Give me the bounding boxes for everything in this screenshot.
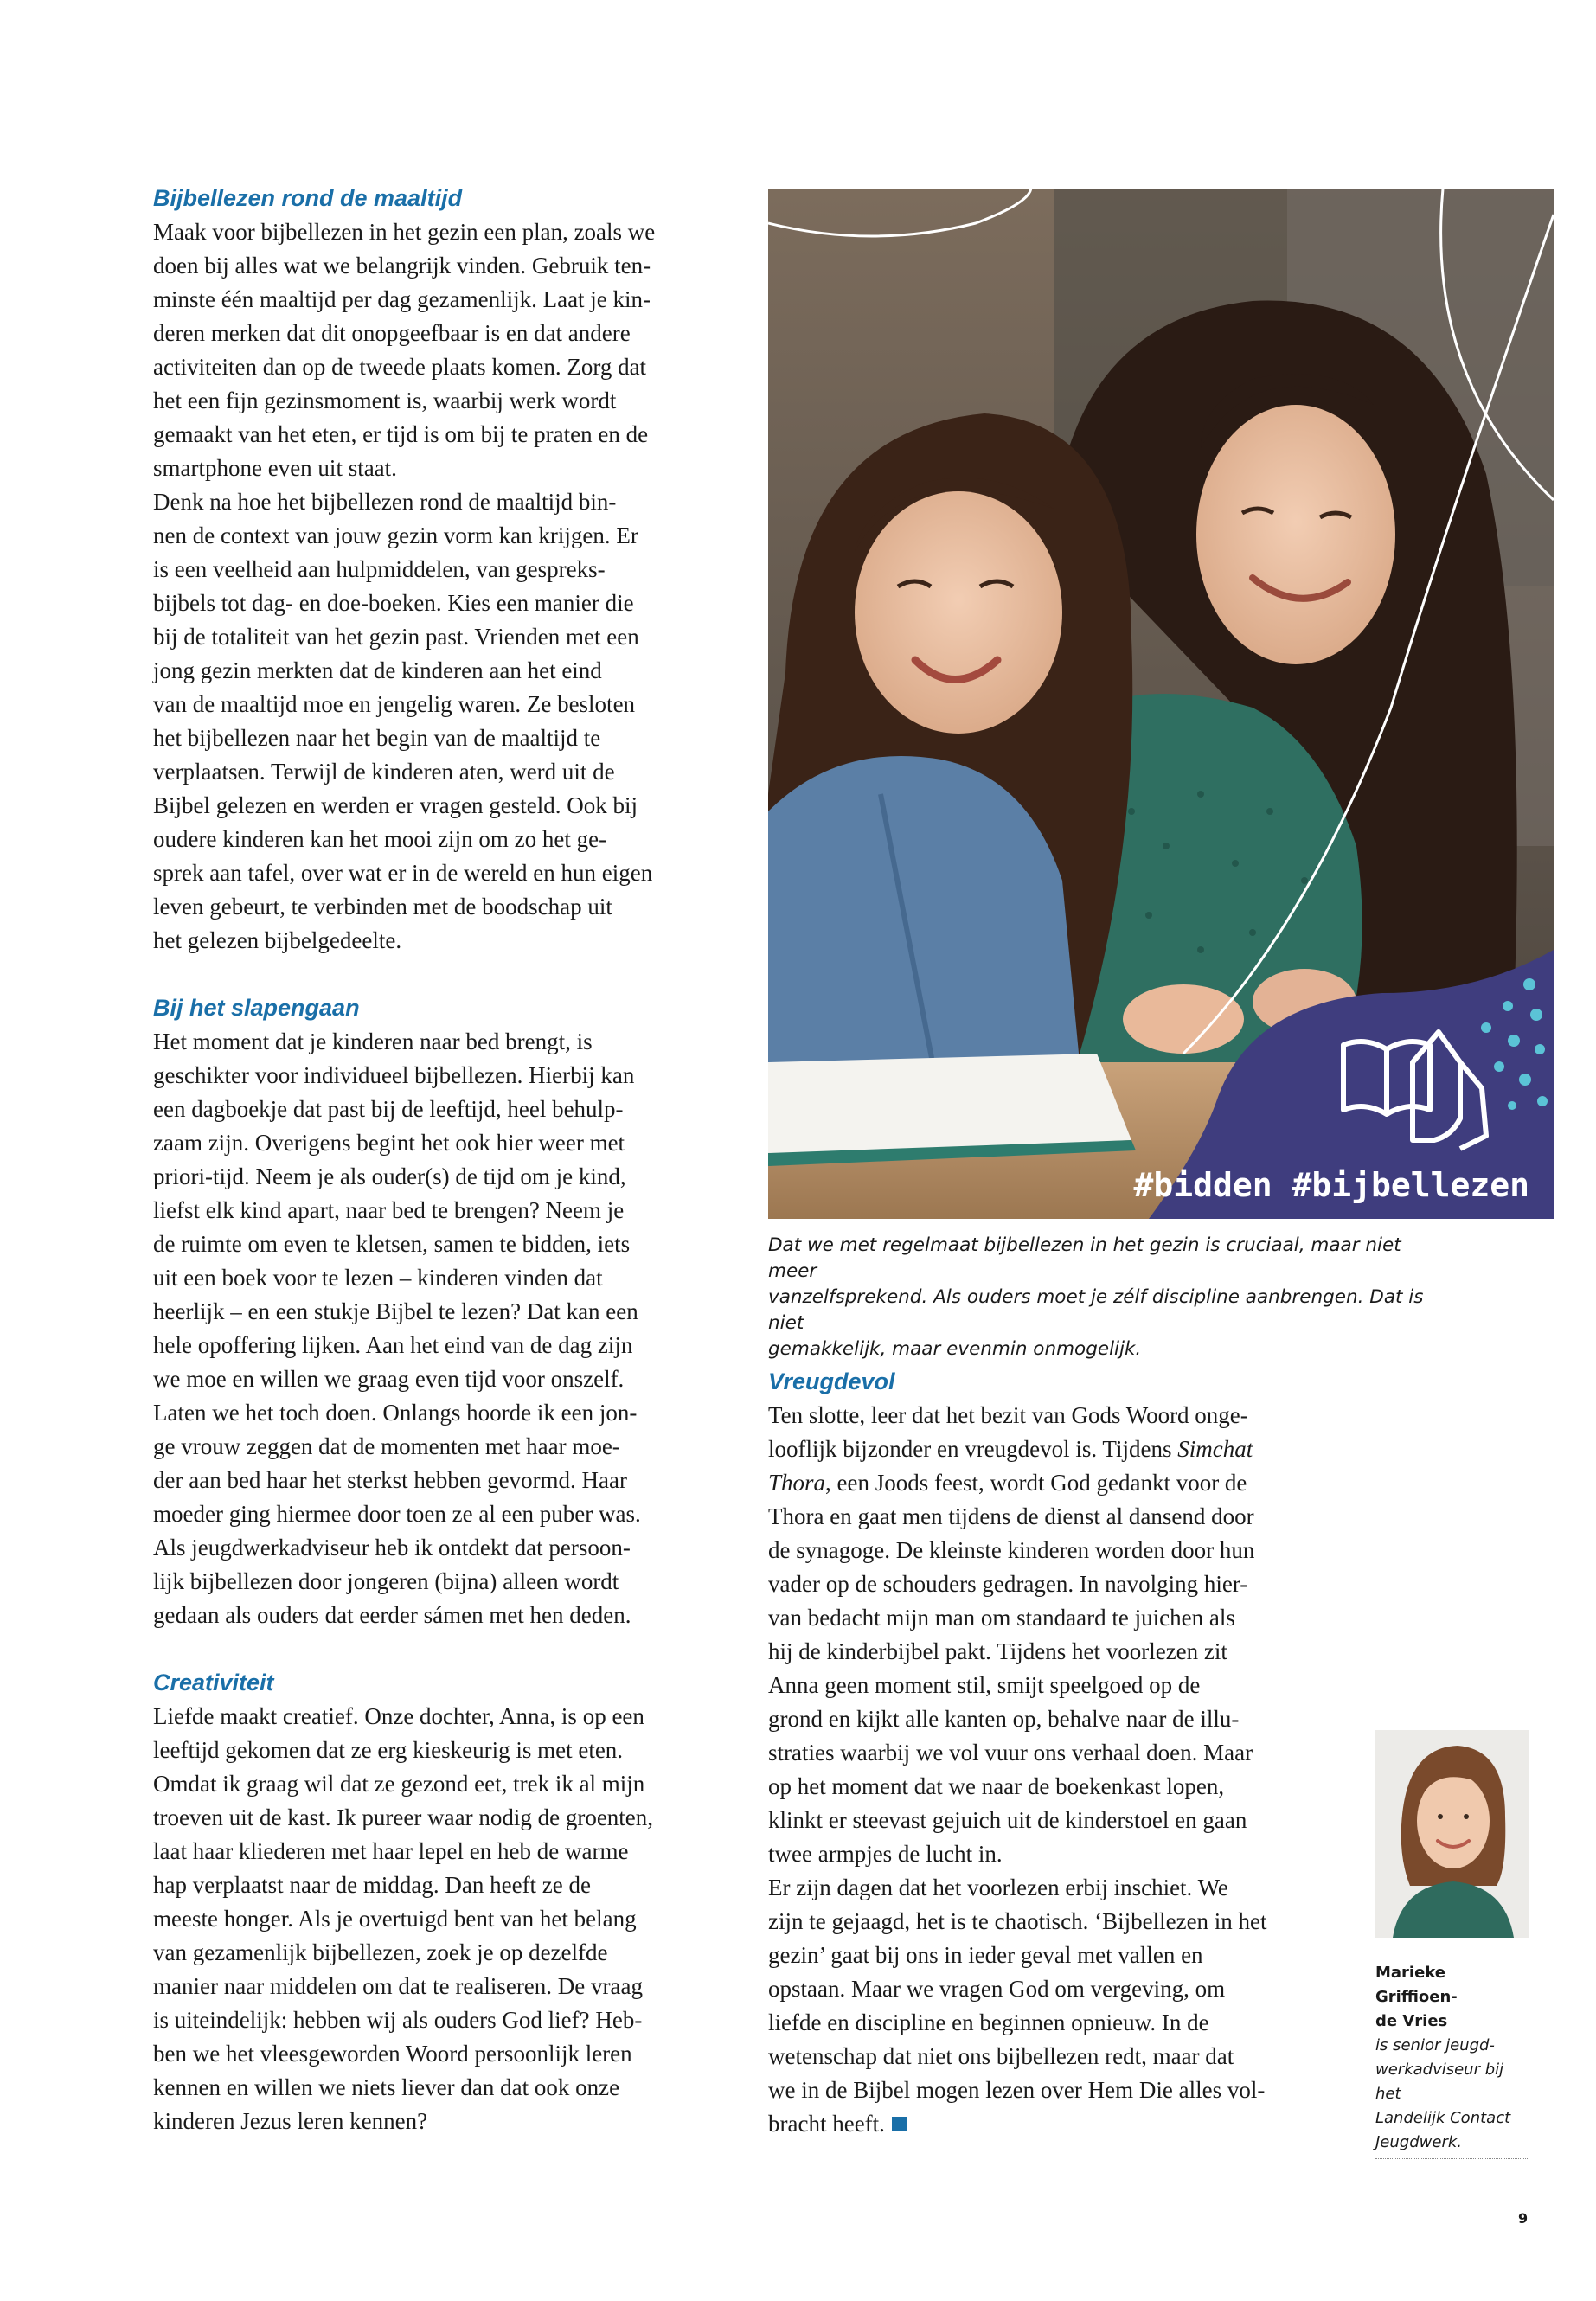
text-line: meeste honger. Als je overtuigd bent van het belang bbox=[153, 1906, 637, 1932]
text-line: het een fijn gezinsmoment is, waarbij werk wordt bbox=[153, 388, 617, 413]
left-column bbox=[153, 182, 728, 2138]
text-line: priori-tijd. Neem je als ouder(s) de tijd om je kind, bbox=[153, 1163, 626, 1189]
text-line: de synagoge. De kleinste kinderen worden door hun bbox=[768, 1537, 1255, 1563]
text-line: heerlijk – en een stukje Bijbel te lezen? Dat kan een bbox=[153, 1298, 638, 1324]
section-heading-slapengaan: Bij het slapengaan bbox=[153, 995, 360, 1021]
text-line: ge vrouw zeggen dat de momenten met haar moe- bbox=[153, 1433, 620, 1459]
italic-term: Thora bbox=[768, 1470, 826, 1496]
text-line: liefst elk kind apart, naar bed te brengen? Neem je bbox=[153, 1197, 625, 1223]
text-line: verplaatsen. Terwijl de kinderen aten, werd uit de bbox=[153, 759, 615, 785]
text-line: deren merken dat dit onopgeefbaar is en dat andere bbox=[153, 320, 631, 346]
text-line: Het moment dat je kinderen naar bed brengt, is bbox=[153, 1029, 593, 1054]
text-line: grond en kijkt alle kanten op, behalve naar de illu- bbox=[768, 1706, 1240, 1732]
text-line: van de maaltijd moe en jengelig waren. Ze besloten bbox=[153, 691, 636, 717]
photo-caption bbox=[768, 1233, 1443, 1362]
text-line: bij de totaliteit van het gezin past. Vrienden met een bbox=[153, 624, 639, 650]
text-line: jong gezin merkten dat de kinderen aan het eind bbox=[153, 657, 602, 683]
text-line: ben we het vleesgeworden Woord persoonlijk leren bbox=[153, 2041, 632, 2067]
caption-line: vanzelfsprekend. Als ouders moet je zélf discipline aanbrengen. Dat is niet bbox=[768, 1286, 1424, 1334]
text-line: straties waarbij we vol vuur ons verhaal doen. Maar bbox=[768, 1740, 1253, 1766]
text-line: hij de kinderbijbel pakt. Tijdens het voorlezen zit bbox=[768, 1638, 1227, 1664]
text-line: leven gebeurt, te verbinden met de boodschap uit bbox=[153, 894, 612, 920]
text-line: der aan bed haar het sterkst hebben gevormd. Haar bbox=[153, 1467, 628, 1493]
text-line: manier naar middelen om dat te realiseren. De vraag bbox=[153, 1973, 643, 1999]
text-line: smartphone even uit staat. bbox=[153, 455, 397, 481]
author-name-line: Marieke Griffioen- bbox=[1375, 1964, 1458, 2006]
paragraph bbox=[768, 1399, 1348, 2141]
text-line: klinkt er steevast gejuich uit de kinderstoel en gaan bbox=[768, 1807, 1247, 1833]
text-line: kinderen Jezus leren kennen? bbox=[153, 2108, 428, 2134]
text-line: kennen en willen we niets liever dan dat ook onze bbox=[153, 2074, 620, 2100]
text-line: activiteiten dan op de tweede plaats komen. Zorg dat bbox=[153, 354, 647, 380]
text-line: , een Joods feest, wordt God gedankt voor de bbox=[825, 1470, 1247, 1496]
dotted-divider bbox=[1375, 2158, 1529, 2159]
text-line: bracht heeft. bbox=[768, 2111, 885, 2137]
author-role-line: Jeugdwerk. bbox=[1375, 2133, 1462, 2151]
text-line: Omdat ik graag wil dat ze gezond eet, trek ik al mijn bbox=[153, 1771, 645, 1797]
text-line: van bedacht mijn man om standaard te juichen als bbox=[768, 1605, 1235, 1631]
italic-term: Simchat bbox=[1177, 1436, 1253, 1462]
end-of-article-square-icon bbox=[892, 2117, 907, 2131]
author-name bbox=[1375, 1961, 1529, 2034]
author-bio bbox=[1375, 1961, 1529, 2159]
text-line: doen bij alles wat we belangrijk vinden. Gebruik ten- bbox=[153, 253, 651, 279]
text-line: vader op de schouders gedragen. In navolging hier- bbox=[768, 1571, 1248, 1597]
text-line: moeder ging hiermee door toen ze al een puber was. bbox=[153, 1501, 641, 1527]
text-line: Ten slotte, leer dat het bezit van Gods Woord onge- bbox=[768, 1402, 1248, 1428]
text-line: twee armpjes de lucht in. bbox=[768, 1841, 1003, 1867]
paragraph bbox=[153, 1700, 728, 2138]
text-line: troeven uit de kast. Ik pureer waar nodig de groenten, bbox=[153, 1804, 654, 1830]
section-heading-vreugdevol: Vreugdevol bbox=[768, 1368, 895, 1394]
text-line: op het moment dat we naar de boekenkast lopen, bbox=[768, 1773, 1225, 1799]
paragraph bbox=[153, 1025, 728, 1632]
page-number: 9 bbox=[1518, 2210, 1529, 2227]
mother-daughter-photo bbox=[768, 189, 1554, 1219]
paragraph bbox=[153, 215, 728, 485]
text-line: het bijbellezen naar het begin van de maaltijd te bbox=[153, 725, 601, 751]
text-line: we in de Bijbel mogen lezen over Hem Die alles vol- bbox=[768, 2077, 1266, 2103]
text-line: lijk bijbellezen door jongeren (bijna) alleen wordt bbox=[153, 1568, 619, 1594]
text-line: nen de context van jouw gezin vorm kan krijgen. Er bbox=[153, 522, 638, 548]
text-line: looflijk bijzonder en vreugdevol is. Tijdens bbox=[768, 1436, 1178, 1462]
text-line: Als jeugdwerkadviseur heb ik ontdekt dat persoon- bbox=[153, 1535, 631, 1561]
text-line: Er zijn dagen dat het voorlezen erbij inschiet. We bbox=[768, 1875, 1228, 1900]
section-heading-maaltijd: Bijbellezen rond de maaltijd bbox=[153, 185, 463, 211]
text-line: zaam zijn. Overigens begint het ook hier weer met bbox=[153, 1130, 625, 1156]
text-line: gezin’ gaat bij ons in ieder geval met vallen en bbox=[768, 1942, 1203, 1968]
text-line: bijbels tot dag- en doe-boeken. Kies een manier die bbox=[153, 590, 634, 616]
author-portrait bbox=[1375, 1730, 1529, 1938]
text-line: oudere kinderen kan het mooi zijn om zo het ge- bbox=[153, 826, 607, 852]
text-line: is een veelheid aan hulpmiddelen, van gespreks- bbox=[153, 556, 606, 582]
text-line: leeftijd gekomen dat ze erg kieskeurig is met eten. bbox=[153, 1737, 624, 1763]
paragraph bbox=[153, 485, 728, 958]
text-line: geschikter voor individueel bijbellezen. Hierbij kan bbox=[153, 1062, 635, 1088]
text-line: hap verplaatst naar de middag. Dan heeft ze de bbox=[153, 1872, 592, 1898]
text-line: is uiteindelijk: hebben wij als ouders God lief? Heb- bbox=[153, 2007, 643, 2033]
text-line: van gezamenlijk bijbellezen, zoek je op dezelfde bbox=[153, 1939, 608, 1965]
text-line: een dagboekje dat past bij de leeftijd, heel behulp- bbox=[153, 1096, 624, 1122]
text-line: uit een boek voor te lezen – kinderen vinden dat bbox=[153, 1265, 603, 1291]
text-line: minste één maaltijd per dag gezamenlijk. Laat je kin- bbox=[153, 286, 651, 312]
text-line: gedaan als ouders dat eerder sámen met hen deden. bbox=[153, 1602, 631, 1628]
text-line: gemaakt van het eten, er tijd is om bij te praten en de bbox=[153, 421, 649, 447]
text-line: wetenschap dat niet ons bijbellezen redt, maar dat bbox=[768, 2043, 1234, 2069]
text-line: hele opoffering lijken. Aan het eind van de dag zijn bbox=[153, 1332, 633, 1358]
author-role bbox=[1375, 2034, 1529, 2155]
text-line: de ruimte om even te kletsen, samen te bidden, iets bbox=[153, 1231, 631, 1257]
text-line: zijn te gejaagd, het is te chaotisch. ‘Bijbellezen in het bbox=[768, 1908, 1267, 1934]
text-line: Liefde maakt creatief. Onze dochter, Anna, is op een bbox=[153, 1703, 644, 1729]
text-line: Bijbel gelezen en werden er vragen gesteld. Ook bij bbox=[153, 792, 638, 818]
hashtag-tagline: #bidden #bijbellezen bbox=[1133, 1166, 1529, 1204]
section-heading-creativiteit: Creativiteit bbox=[153, 1670, 274, 1695]
text-line: Maak voor bijbellezen in het gezin een plan, zoals we bbox=[153, 219, 656, 245]
caption-line: Dat we met regelmaat bijbellezen in het gezin is cruciaal, maar niet meer bbox=[768, 1234, 1401, 1282]
text-line: Anna geen moment stil, smijt speelgoed op de bbox=[768, 1672, 1201, 1698]
text-line: sprek aan tafel, over wat er in de wereld en hun eigen bbox=[153, 860, 653, 886]
text-line: liefde en discipline en beginnen opnieuw. In de bbox=[768, 2009, 1209, 2035]
text-line: Laten we het toch doen. Onlangs hoorde ik een jon- bbox=[153, 1400, 638, 1426]
text-line: Thora en gaat men tijdens de dienst al dansend door bbox=[768, 1503, 1254, 1529]
author-role-line: Landelijk Contact bbox=[1375, 2109, 1511, 2127]
caption-line: gemakkelijk, maar evenmin onmogelijk. bbox=[768, 1338, 1142, 1360]
right-column bbox=[768, 1365, 1348, 2141]
text-line: Denk na hoe het bijbellezen rond de maaltijd bin- bbox=[153, 489, 617, 515]
author-role-line: is senior jeugd- bbox=[1375, 2036, 1495, 2054]
author-role-line: werkadviseur bij het bbox=[1375, 2061, 1504, 2103]
text-line: het gelezen bijbelgedeelte. bbox=[153, 927, 402, 953]
author-name-line: de Vries bbox=[1375, 2012, 1448, 2030]
text-line: opstaan. Maar we vragen God om vergeving, om bbox=[768, 1976, 1226, 2002]
text-line: we moe en willen we graag even tijd voor onszelf. bbox=[153, 1366, 625, 1392]
text-line: laat haar kliederen met haar lepel en heb de warme bbox=[153, 1838, 629, 1864]
